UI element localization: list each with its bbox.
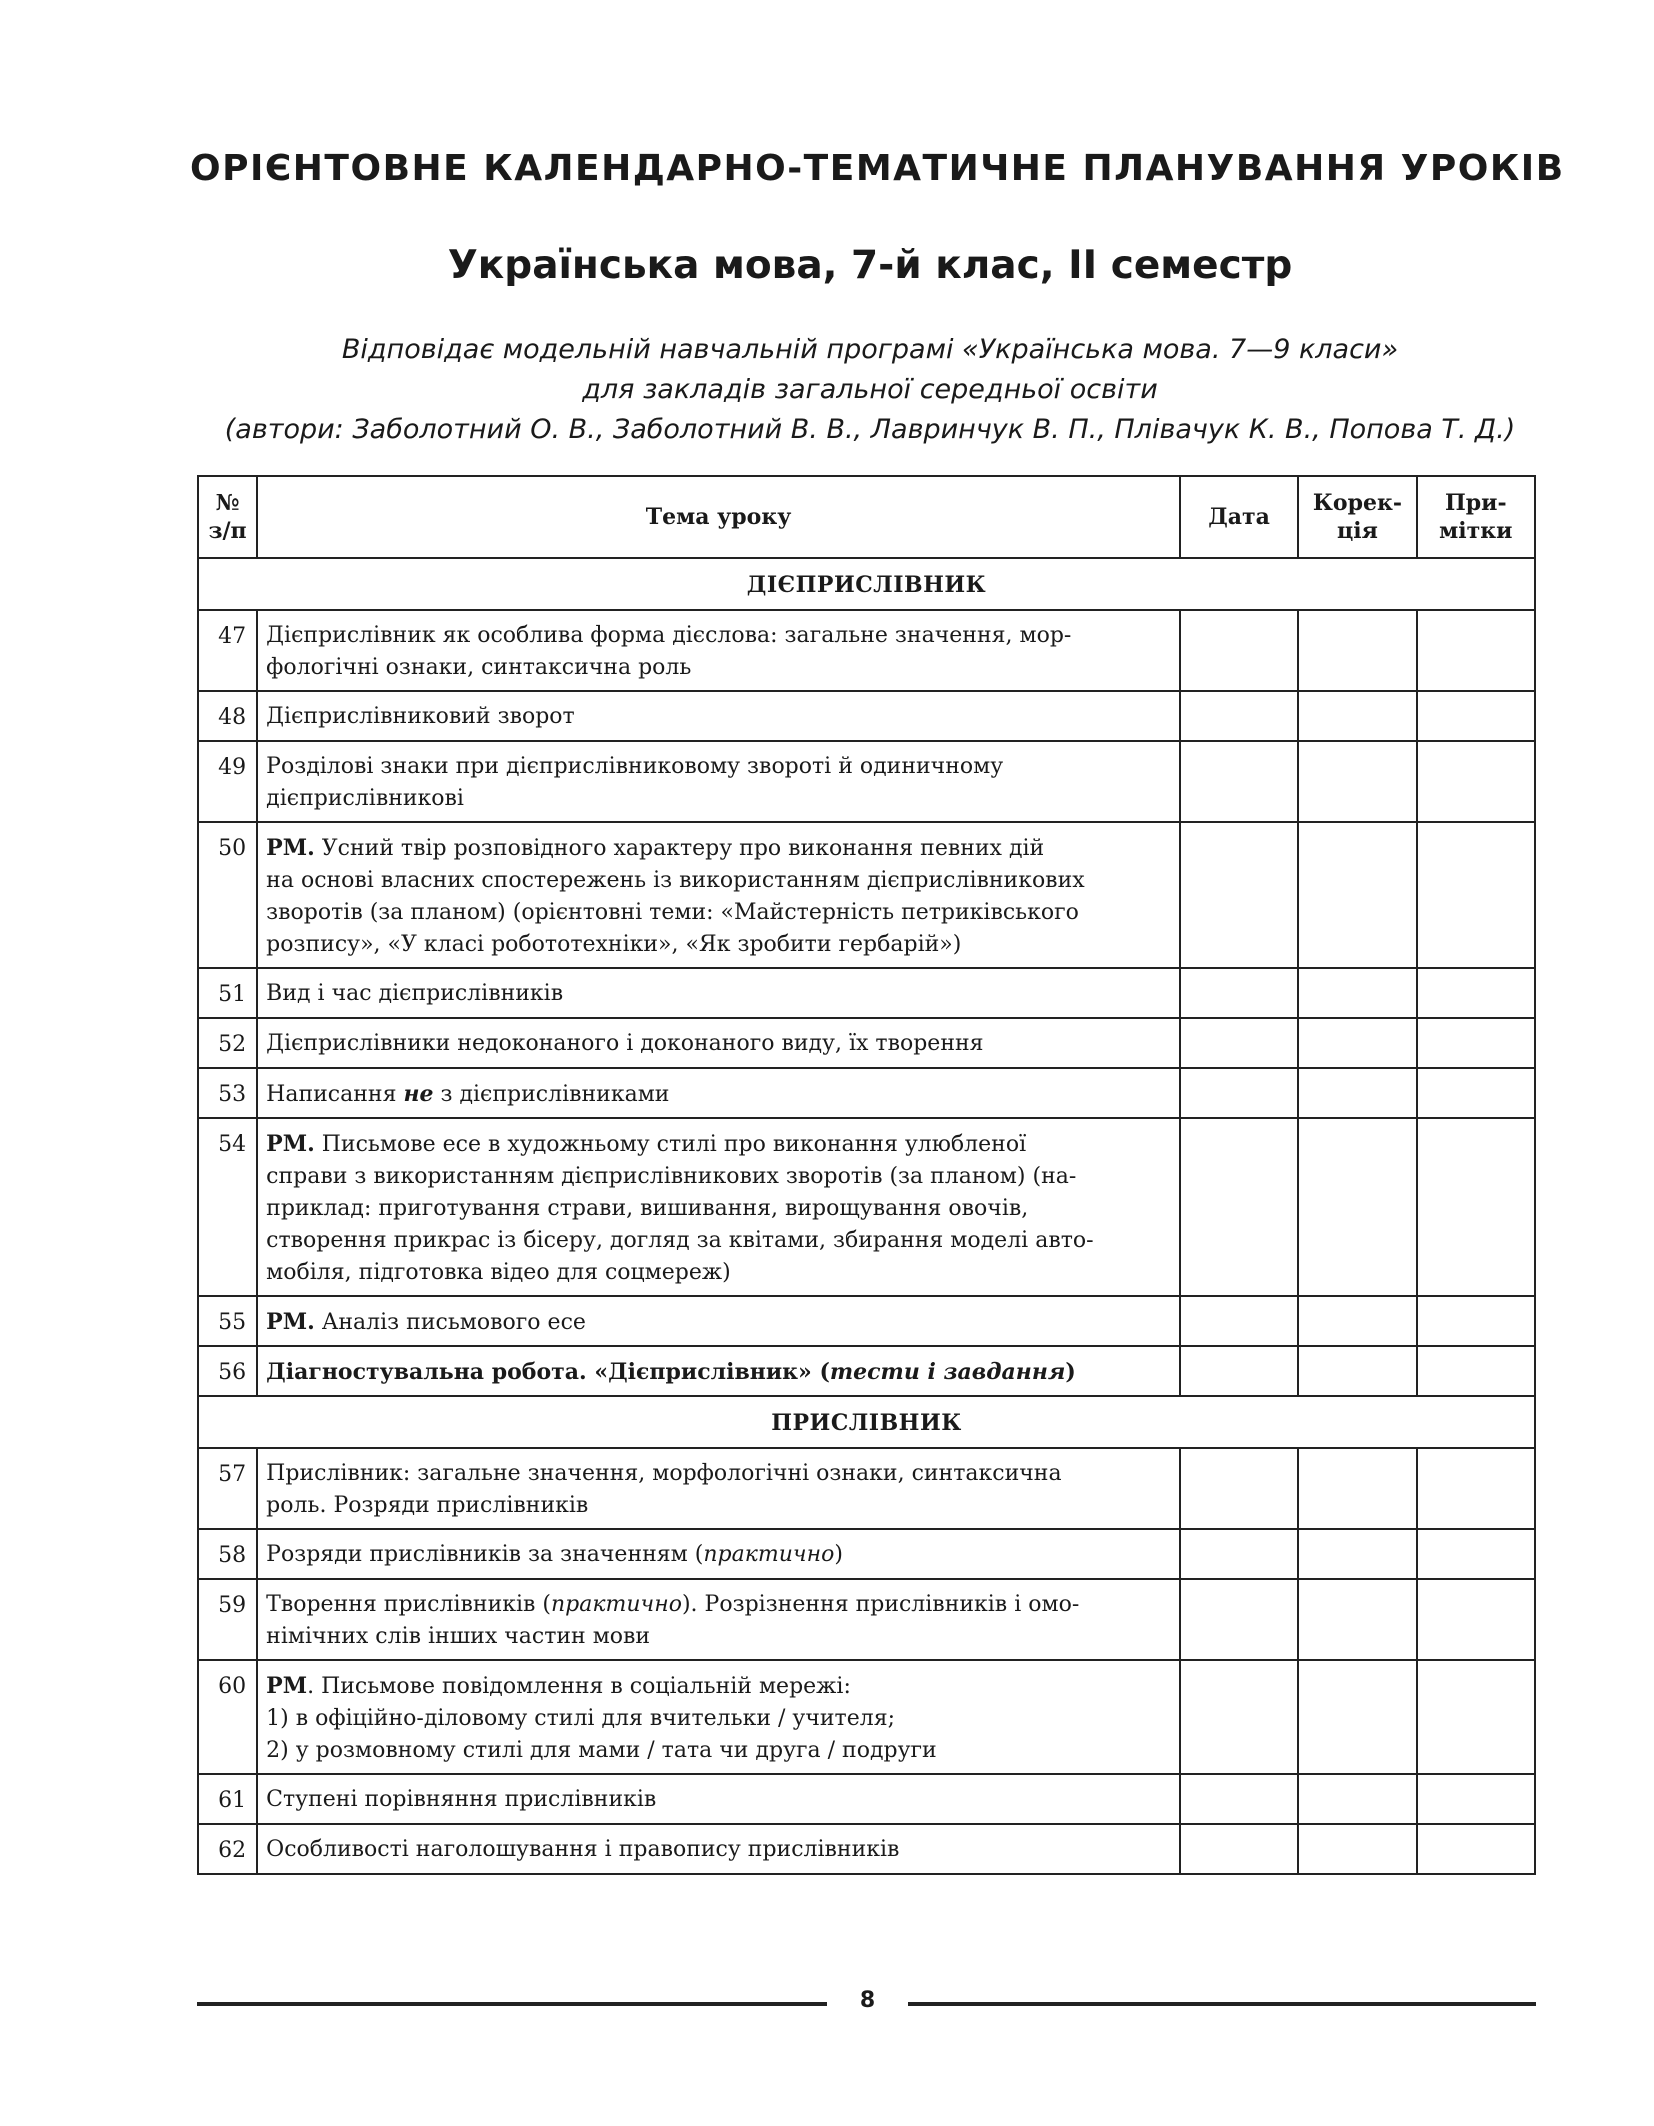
notes-cell[interactable] [1417, 1118, 1535, 1296]
header-date: Дата [1180, 476, 1298, 558]
speech-development-label: РМ [266, 1673, 308, 1699]
topic-text: ) [1065, 1359, 1076, 1385]
correction-cell[interactable] [1298, 1068, 1416, 1118]
notes-cell[interactable] [1417, 1018, 1535, 1068]
topic-text: Творення прислівників ( [266, 1592, 551, 1617]
date-cell[interactable] [1180, 1448, 1298, 1529]
header-correction [1298, 476, 1416, 558]
table-row [198, 1346, 1535, 1396]
row-number: 54 [198, 1118, 257, 1296]
speech-development-label: РМ. [266, 835, 315, 861]
date-cell[interactable] [1180, 1579, 1298, 1660]
table-row [198, 691, 1535, 741]
section-title-adverb: ПРИСЛІВНИК [198, 1396, 1535, 1448]
topic-text: ). Розрізнення прислівників і омо- [681, 1592, 1080, 1617]
table-row [198, 1660, 1535, 1774]
correction-cell[interactable] [1298, 968, 1416, 1018]
topic-line [266, 1589, 1169, 1621]
row-number: 50 [198, 822, 257, 968]
topic-line: 1) в офіційно-діловому стилі для вчительки / учителя; [266, 1706, 896, 1731]
header-notes [1417, 476, 1535, 558]
row-topic [257, 1118, 1180, 1296]
date-cell[interactable] [1180, 1346, 1298, 1396]
notes-cell[interactable] [1417, 1448, 1535, 1529]
row-number: 59 [198, 1579, 257, 1660]
topic-line: Прислівник: загальне значення, морфологічні ознаки, синтаксична [266, 1461, 1062, 1486]
date-cell[interactable] [1180, 1018, 1298, 1068]
topic-text: Діагностувальна робота. «Дієприслівник» ( [266, 1359, 830, 1385]
topic-line [266, 1128, 1169, 1161]
date-cell[interactable] [1180, 610, 1298, 691]
table-row [198, 1774, 1535, 1824]
lesson-plan-table [197, 475, 1536, 1875]
header-number-symbol: № [215, 490, 240, 516]
notes-cell[interactable] [1417, 1579, 1535, 1660]
topic-line: фологічні ознаки, синтаксична роль [266, 655, 692, 680]
correction-cell[interactable] [1298, 741, 1416, 822]
correction-cell[interactable] [1298, 1296, 1416, 1346]
notes-cell[interactable] [1417, 1529, 1535, 1579]
table-row [198, 1824, 1535, 1874]
topic-line: справи з використанням дієприслівникових зворотів (за планом) (на- [266, 1164, 1077, 1189]
date-cell[interactable] [1180, 1529, 1298, 1579]
notes-cell[interactable] [1417, 1296, 1535, 1346]
notes-cell[interactable] [1417, 1346, 1535, 1396]
correction-cell[interactable] [1298, 1774, 1416, 1824]
page-title: ОРІЄНТОВНЕ КАЛЕНДАРНО-ТЕМАТИЧНЕ ПЛАНУВАННЯ УРОКІВ [190, 148, 1565, 189]
row-topic: Вид і час дієприслівників [257, 968, 1180, 1018]
topic-text: Письмове есе в художньому стилі про виконання улюбленої [314, 1132, 1027, 1157]
date-cell[interactable] [1180, 1660, 1298, 1774]
table-row [198, 1068, 1535, 1118]
topic-text: Написання [266, 1082, 404, 1107]
row-number: 56 [198, 1346, 257, 1396]
row-number: 48 [198, 691, 257, 741]
row-number: 61 [198, 1774, 257, 1824]
table-row [198, 822, 1535, 968]
header-correction-line-1: Корек- [1312, 490, 1402, 516]
topic-text: Аналіз письмового есе [314, 1310, 586, 1335]
row-topic: Дієприслівниковий зворот [257, 691, 1180, 741]
topic-text: Розряди прислівників за значенням ( [266, 1542, 704, 1567]
correction-cell[interactable] [1298, 822, 1416, 968]
date-cell[interactable] [1180, 691, 1298, 741]
header-topic: Тема уроку [257, 476, 1180, 558]
correction-cell[interactable] [1298, 1018, 1416, 1068]
program-reference-authors: (автори: Заболотний О. В., Заболотний В. В., Лавринчук В. П., Плівачук К. В., Попова Т. Д.) [224, 414, 1516, 445]
row-topic: Особливості наголошування і правопису прислівників [257, 1824, 1180, 1874]
row-number: 52 [198, 1018, 257, 1068]
row-number: 55 [198, 1296, 257, 1346]
notes-cell[interactable] [1417, 1824, 1535, 1874]
program-reference [190, 330, 1550, 450]
row-number: 49 [198, 741, 257, 822]
topic-line [266, 832, 1169, 865]
row-topic [257, 741, 1180, 822]
topic-line: Розділові знаки при дієприслівниковому звороті й одиничному [266, 754, 1004, 779]
notes-cell[interactable] [1417, 691, 1535, 741]
row-topic [257, 822, 1180, 968]
row-number: 47 [198, 610, 257, 691]
topic-emphasis: не [403, 1081, 434, 1107]
table-row [198, 1018, 1535, 1068]
header-correction-line-2: ція [1337, 518, 1378, 544]
table-row [198, 968, 1535, 1018]
topic-line: приклад: приготування страви, вишивання, вирощування овочів, [266, 1196, 1029, 1221]
row-topic [257, 1296, 1180, 1346]
row-topic: Ступені порівняння прислівників [257, 1774, 1180, 1824]
row-topic [257, 1660, 1180, 1774]
row-number: 57 [198, 1448, 257, 1529]
date-cell[interactable] [1180, 822, 1298, 968]
header-number [198, 476, 257, 558]
topic-line: німічних слів інших частин мови [266, 1624, 651, 1649]
row-topic [257, 610, 1180, 691]
row-topic [257, 1579, 1180, 1660]
correction-cell[interactable] [1298, 691, 1416, 741]
row-number: 51 [198, 968, 257, 1018]
row-number: 60 [198, 1660, 257, 1774]
footer-divider-right [908, 2002, 1536, 2006]
correction-cell[interactable] [1298, 1824, 1416, 1874]
correction-cell[interactable] [1298, 1118, 1416, 1296]
header-notes-line-1: При- [1445, 490, 1507, 516]
notes-cell[interactable] [1417, 610, 1535, 691]
row-number: 58 [198, 1529, 257, 1579]
table-row [198, 741, 1535, 822]
topic-emphasis: практично [703, 1542, 835, 1567]
topic-line: створення прикрас із бісеру, догляд за квітами, збирання моделі авто- [266, 1228, 1094, 1253]
notes-cell[interactable] [1417, 1068, 1535, 1118]
row-topic [257, 1346, 1180, 1396]
topic-emphasis: тести і завдання [829, 1359, 1066, 1385]
row-number: 53 [198, 1068, 257, 1118]
notes-cell[interactable] [1417, 822, 1535, 968]
row-topic [257, 1068, 1180, 1118]
notes-cell[interactable] [1417, 1774, 1535, 1824]
table-row [198, 1529, 1535, 1579]
topic-emphasis: практично [550, 1592, 682, 1617]
section-row [198, 1396, 1535, 1448]
row-topic: Дієприслівники недоконаного і доконаного виду, їх творення [257, 1018, 1180, 1068]
page-subtitle: Українська мова, 7-й клас, ІІ семестр [447, 243, 1293, 288]
date-cell[interactable] [1180, 1118, 1298, 1296]
correction-cell[interactable] [1298, 1660, 1416, 1774]
section-row [198, 558, 1535, 610]
date-cell[interactable] [1180, 1774, 1298, 1824]
table-row [198, 1118, 1535, 1296]
notes-cell[interactable] [1417, 741, 1535, 822]
table-row [198, 610, 1535, 691]
speech-development-label: РМ. [266, 1309, 315, 1335]
topic-line: Дієприслівник як особлива форма дієслова: загальне значення, мор- [266, 623, 1072, 648]
correction-cell[interactable] [1298, 1346, 1416, 1396]
table-row [198, 1579, 1535, 1660]
topic-line: мобіля, підготовка відео для соцмереж) [266, 1260, 731, 1285]
page-number: 8 [859, 1988, 876, 2013]
topic-line: розпису», «У класі робототехніки», «Як зробити гербарій») [266, 932, 962, 957]
table-row [198, 1448, 1535, 1529]
row-topic [257, 1529, 1180, 1579]
row-topic [257, 1448, 1180, 1529]
topic-line: 2) у розмовному стилі для мами / тата чи друга / подруги [266, 1738, 937, 1763]
header-number-abbr: з/п [208, 518, 247, 544]
date-cell[interactable] [1180, 1068, 1298, 1118]
section-title-participle: ДІЄПРИСЛІВНИК [198, 558, 1535, 610]
header-notes-line-2: мітки [1439, 518, 1513, 544]
topic-line: зворотів (за планом) (орієнтовні теми: «Майстерність петриківського [266, 900, 1079, 925]
topic-line: дієприслівникові [266, 786, 464, 811]
topic-line: на основі власних спостережень із використанням дієприслівникових [266, 868, 1085, 893]
row-number: 62 [198, 1824, 257, 1874]
date-cell[interactable] [1180, 968, 1298, 1018]
date-cell[interactable] [1180, 1824, 1298, 1874]
topic-text: Усний твір розповідного характеру про виконання певних дій [314, 836, 1045, 861]
speech-development-label: РМ. [266, 1131, 315, 1157]
topic-line: роль. Розряди прислівників [266, 1493, 589, 1518]
date-cell[interactable] [1180, 1296, 1298, 1346]
program-reference-line-1: Відповідає модельній навчальній програмі «Українська мова. 7—9 класи» [341, 334, 1399, 365]
program-reference-line-2: для закладів загальної середньої освіти [582, 374, 1158, 405]
notes-cell[interactable] [1417, 1660, 1535, 1774]
correction-cell[interactable] [1298, 610, 1416, 691]
topic-text: ) [834, 1542, 843, 1567]
correction-cell[interactable] [1298, 1529, 1416, 1579]
topic-text: з дієприслівниками [433, 1082, 670, 1107]
correction-cell[interactable] [1298, 1579, 1416, 1660]
topic-line [266, 1670, 1169, 1703]
date-cell[interactable] [1180, 741, 1298, 822]
notes-cell[interactable] [1417, 968, 1535, 1018]
footer-divider-left [197, 2002, 827, 2006]
topic-text: . Письмове повідомлення в соціальній мережі: [307, 1674, 851, 1699]
correction-cell[interactable] [1298, 1448, 1416, 1529]
table-header-row [198, 476, 1535, 558]
table-row [198, 1296, 1535, 1346]
